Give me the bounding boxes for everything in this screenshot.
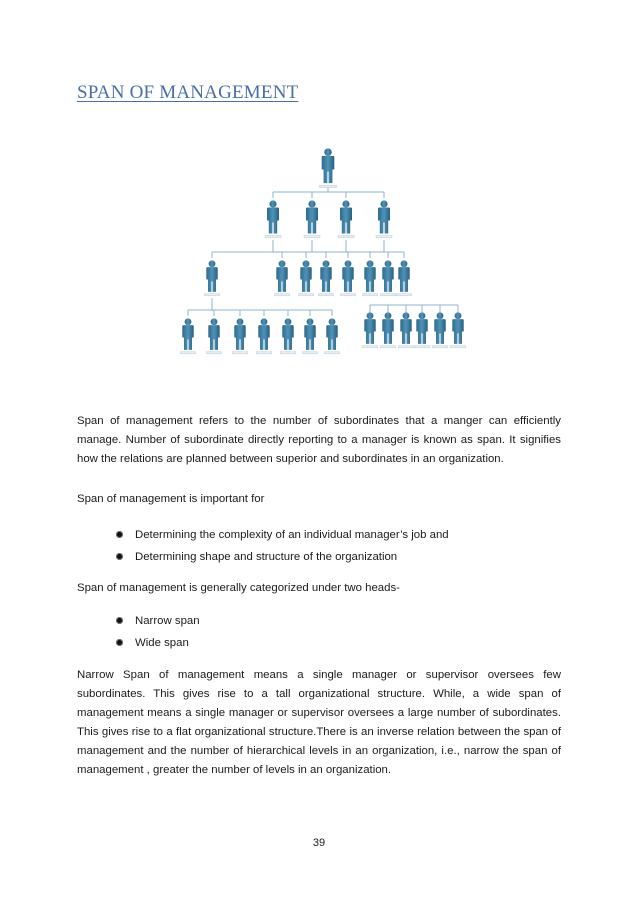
person-icon	[396, 260, 411, 295]
person-icon	[432, 312, 447, 347]
person-icon	[206, 318, 221, 353]
person-icon	[450, 312, 465, 347]
org-chart-people-icon	[160, 140, 480, 390]
person-icon	[204, 260, 219, 295]
list-item-text: Determining the complexity of an individual manager’s job and	[135, 529, 449, 541]
person-icon	[265, 200, 281, 237]
bullet-icon	[116, 553, 123, 560]
person-icon	[298, 260, 313, 295]
person-icon	[380, 260, 395, 295]
org-chart-figure	[160, 140, 480, 390]
list-item	[113, 634, 200, 656]
paragraph-importance-intro: Span of management is important for	[77, 493, 265, 505]
person-icon	[376, 200, 392, 237]
list-item	[113, 548, 449, 570]
person-icon	[304, 200, 320, 237]
list-item-text: Narrow span	[135, 615, 200, 627]
person-icon	[338, 200, 354, 237]
page-number: 39	[312, 837, 326, 849]
person-icon	[274, 260, 289, 295]
person-icon	[280, 318, 295, 353]
person-icon	[302, 318, 317, 353]
person-icon	[324, 318, 339, 353]
bullet-icon	[116, 531, 123, 538]
person-icon	[398, 312, 413, 347]
page-heading: SPAN OF MANAGEMENT	[77, 82, 299, 103]
list-item	[113, 612, 200, 634]
person-icon	[340, 260, 355, 295]
bullet-icon	[116, 617, 123, 624]
list-item-text: Wide span	[135, 637, 189, 649]
person-icon	[320, 148, 337, 187]
bullet-icon	[116, 639, 123, 646]
categories-list	[113, 612, 200, 656]
person-icon	[362, 260, 377, 295]
paragraph-narrow-wide: Narrow Span of management means a single manager or supervisor oversees few subordinates. This gives rise to a tall organizational structure. While, a wide span of management means a single manager or supervisor oversees a large number of subordinates. This gives rise to a flat organizational structure.There is an inverse relation between the span of management and the number of hierarchical levels in an organization, i.e., narrow the span of management , greater the number of levels in an organization.	[77, 669, 561, 776]
paragraph-definition: Span of management refers to the number of subordinates that a manger can efficiently manage. Number of subordinate directly reporting to a manager is known as span. It signifies how the relations are planned between superior and subordinates in an organization.	[77, 415, 561, 465]
person-icon	[318, 260, 333, 295]
list-item-text: Determining shape and structure of the organization	[135, 551, 398, 563]
person-icon	[180, 318, 195, 353]
importance-list	[113, 526, 449, 570]
person-icon	[414, 312, 429, 347]
person-icon	[380, 312, 395, 347]
person-icon	[232, 318, 247, 353]
person-icon	[362, 312, 377, 347]
paragraph-categories-intro: Span of management is generally categorized under two heads-	[77, 582, 400, 594]
list-item	[113, 526, 449, 548]
person-icon	[256, 318, 271, 353]
